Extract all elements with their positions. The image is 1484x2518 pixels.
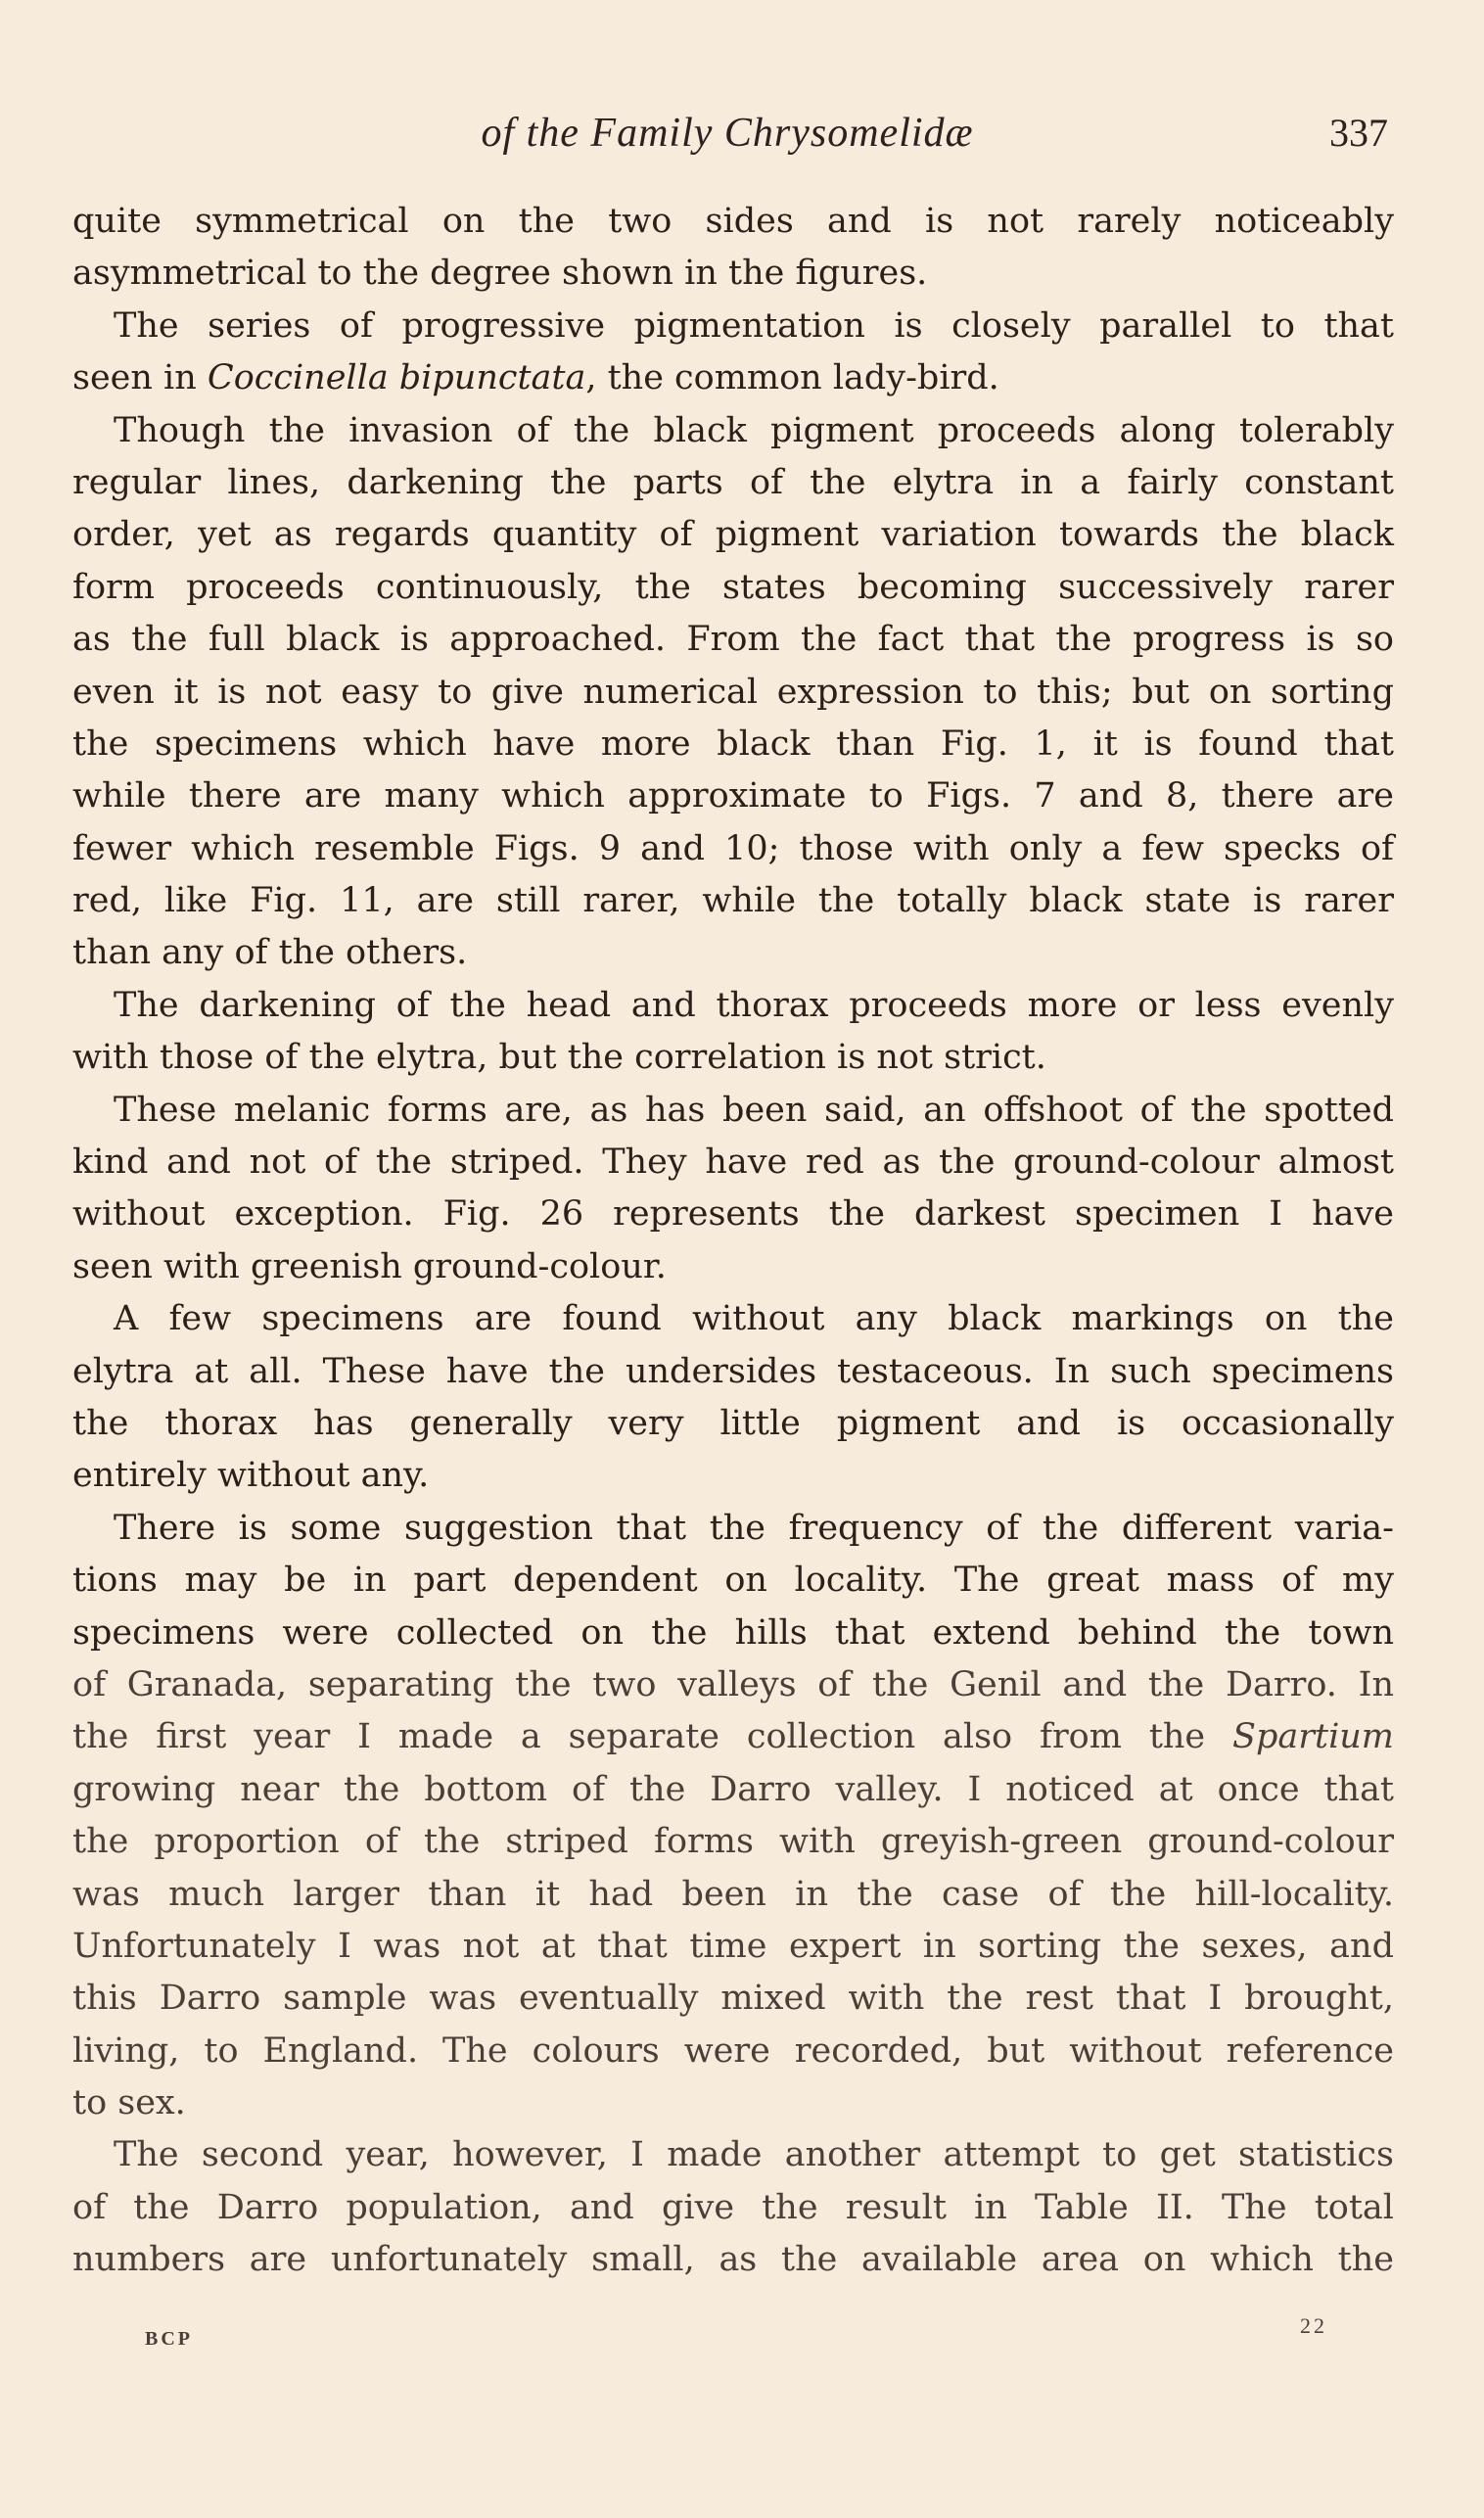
text-line: [72, 1450, 1394, 1502]
text-run: These melanic forms are, as has been said, an offshoot of the spotted: [114, 1090, 1394, 1130]
text-run: seen with greenish ground-colour.: [72, 1246, 667, 1286]
text-run: the proportion of the striped forms with greyish-green ground-colour: [72, 1822, 1394, 1862]
text-line: [72, 405, 1394, 457]
text-run: numbers are unfortunately small, as the available area on which the: [72, 2240, 1394, 2280]
text-line: [72, 614, 1394, 666]
text-run: as the full black is approached. From the fact that the progress is so: [72, 620, 1394, 660]
text-run: form proceeds continuously, the states becoming successively rarer: [72, 567, 1394, 607]
page-number: 337: [1329, 111, 1388, 155]
text-line: [72, 1137, 1394, 1189]
text-line: [72, 1085, 1394, 1137]
text-line: [72, 1398, 1394, 1450]
text-line: [72, 1659, 1394, 1711]
text-line: [72, 1608, 1394, 1659]
text-line: [72, 1869, 1394, 1921]
text-run: tions may be in part dependent on locality. The great mass of my: [72, 1561, 1394, 1601]
text-run: to sex.: [72, 2083, 186, 2123]
text-run: this Darro sample was eventually mixed with the rest that I brought,: [72, 1979, 1394, 2019]
text-line: [72, 980, 1394, 1032]
text-line: [72, 1973, 1394, 2025]
text-run: seen in: [72, 358, 208, 398]
text-line: [72, 1241, 1394, 1293]
italic-term: Spartium: [1232, 1717, 1394, 1757]
text-run: quite symmetrical on the two sides and is not rarely noticeably: [72, 202, 1394, 241]
text-run: The series of progressive pigmentation is closely parallel to that: [114, 305, 1394, 346]
text-run: the thorax has generally very little pigment and is occasionally: [72, 1403, 1394, 1443]
body-text: [72, 196, 1394, 2287]
text-line: [72, 352, 1394, 404]
text-line: [72, 1032, 1394, 1084]
text-run: the specimens which have more black than Fig. 1, it is found that: [72, 723, 1394, 764]
text-line: [72, 1555, 1394, 1607]
text-line: [72, 1346, 1394, 1398]
text-line: [72, 875, 1394, 927]
text-run: the first year I made a separate collection also from the: [72, 1717, 1233, 1757]
text-line: [72, 667, 1394, 719]
text-run: Though the invasion of the black pigment proceeds along tolerably: [114, 410, 1394, 450]
italic-term: Coccinella bipunctata: [207, 358, 586, 398]
text-line: [72, 2234, 1394, 2286]
signature-mark: BCP: [145, 2328, 193, 2350]
text-line: [72, 1189, 1394, 1240]
text-line: [72, 1816, 1394, 1868]
text-run: asymmetrical to the degree shown in the figures.: [72, 254, 928, 294]
text-run: living, to England. The colours were recorded, but without reference: [72, 2030, 1394, 2071]
text-run: There is some suggestion that the frequency of the different varia-: [114, 1508, 1394, 1548]
text-run: was much larger than it had been in the case of the hill-locality.: [72, 1874, 1394, 1914]
text-run: fewer which resemble Figs. 9 and 10; those with only a few specks of: [72, 828, 1394, 868]
text-run: even it is not easy to give numerical expression to this; but on sorting: [72, 672, 1394, 712]
text-line: [72, 457, 1394, 509]
text-line: [72, 562, 1394, 614]
text-run: with those of the elytra, but the correlation is not strict.: [72, 1038, 1046, 1078]
text-run: red, like Fig. 11, are still rarer, while the totally black state is rarer: [72, 881, 1394, 921]
text-run: elytra at all. These have the undersides testaceous. In such specimens: [72, 1351, 1394, 1391]
text-run: , the common lady-bird.: [585, 358, 999, 398]
running-head: [67, 110, 1388, 168]
text-line: [72, 823, 1394, 875]
signature-number: 22: [1300, 2313, 1327, 2338]
text-line: [72, 1711, 1394, 1763]
text-run: entirely without any.: [72, 1456, 430, 1496]
text-line: [72, 196, 1394, 248]
text-run: while there are many which approximate to Figs. 7 and 8, there are: [72, 776, 1394, 816]
text-line: [72, 2129, 1394, 2181]
text-line: [72, 248, 1394, 300]
text-line: [72, 1921, 1394, 1973]
text-line: [72, 509, 1394, 561]
running-title: of the Family Chrysomelidæ: [481, 111, 974, 156]
text-run: kind and not of the striped. They have red as the ground-colour almost: [72, 1142, 1394, 1183]
text-run: The darkening of the head and thorax proceeds more or less evenly: [114, 985, 1394, 1025]
text-run: of the Darro population, and give the result in Table II. The total: [72, 2187, 1394, 2227]
text-run: The second year, however, I made another attempt to get statistics: [114, 2135, 1394, 2175]
text-line: [72, 2182, 1394, 2234]
text-line: [72, 927, 1394, 979]
text-run: growing near the bottom of the Darro valley. I noticed at once that: [72, 1769, 1394, 1809]
text-line: [72, 2077, 1394, 2129]
text-run: Unfortunately I was not at that time expert in sorting the sexes, and: [72, 1926, 1394, 1966]
text-run: than any of the others.: [72, 933, 468, 973]
text-line: [72, 301, 1394, 352]
text-line: [72, 719, 1394, 770]
text-line: [72, 1503, 1394, 1555]
text-line: [72, 1293, 1394, 1345]
text-line: [72, 1764, 1394, 1816]
text-run: specimens were collected on the hills that extend behind the town: [72, 1612, 1394, 1653]
text-line: [72, 770, 1394, 822]
text-run: regular lines, darkening the parts of the elytra in a fairly constant: [72, 462, 1394, 502]
text-run: of Granada, separating the two valleys of the Genil and the Darro. In: [72, 1664, 1394, 1704]
text-run: order, yet as regards quantity of pigment variation towards the black: [72, 515, 1394, 555]
text-run: A few specimens are found without any black markings on the: [114, 1299, 1394, 1339]
text-run: without exception. Fig. 26 represents the darkest specimen I have: [72, 1194, 1394, 1235]
text-line: [72, 2026, 1394, 2077]
